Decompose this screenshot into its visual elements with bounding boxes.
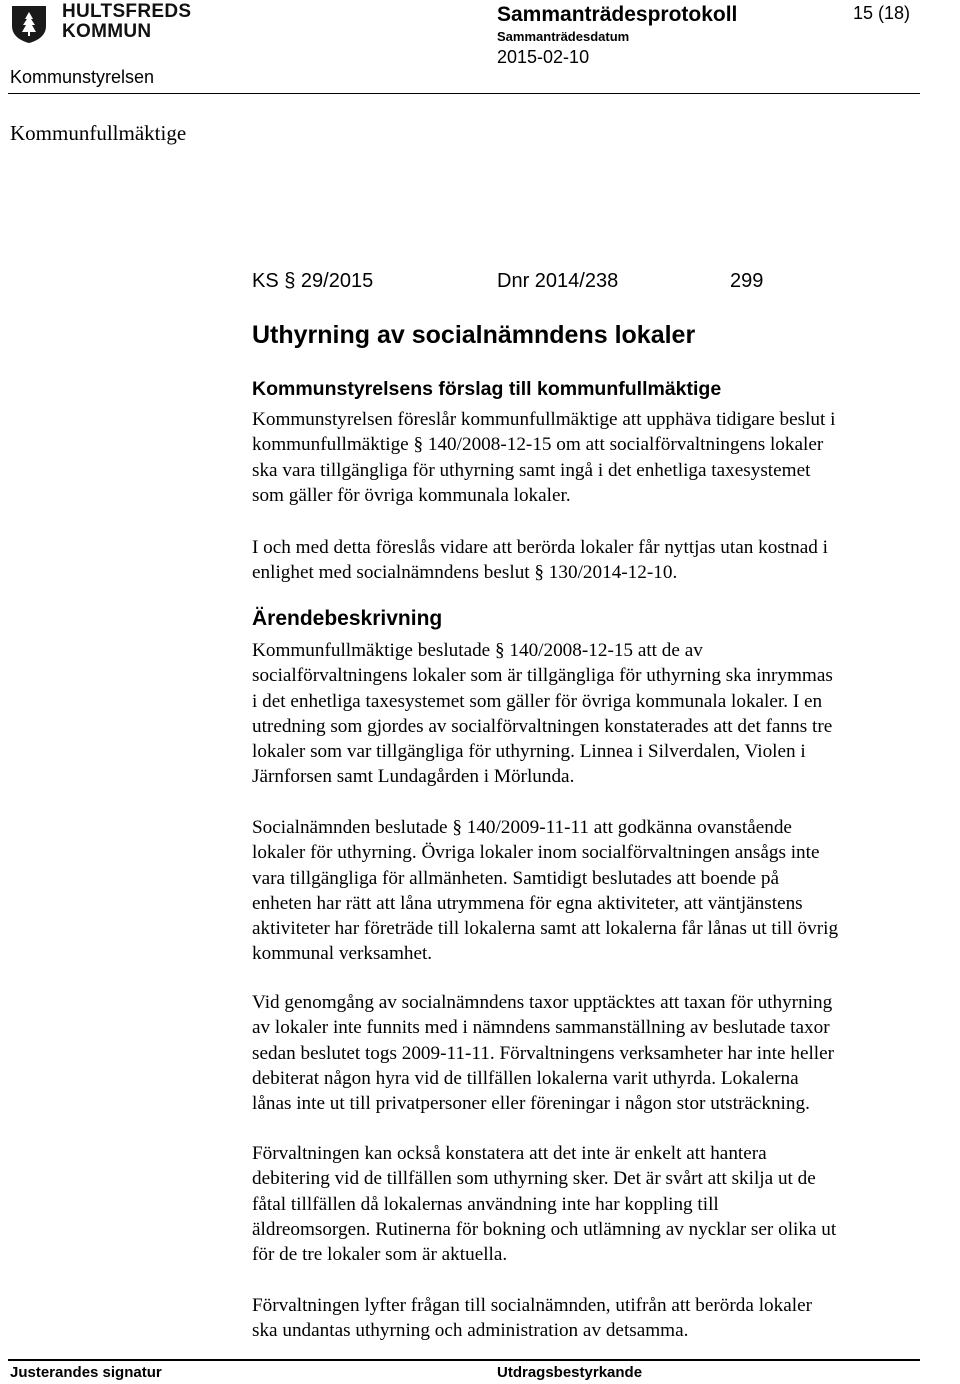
text-line: debiterat någon hyra vid de tillfällen lokalerna varit uthyrda. Lokalerna xyxy=(252,1067,799,1089)
text-line: utredning som gjordes av socialförvaltningen konstaterades att det fanns tre xyxy=(252,715,833,737)
organization: Kommunstyrelsen xyxy=(10,67,155,87)
case-paragraph: KS § 29/2015 xyxy=(252,270,374,292)
signature-label: Justerandes signatur xyxy=(10,1364,162,1381)
text-line: socialförvaltningens lokaler som är tillgängliga för uthyrning ska inrymmas xyxy=(252,665,833,687)
text-line: ska undantas uthyrning och administration av detsamma. xyxy=(252,1320,689,1342)
meeting-date: 2015-02-10 xyxy=(497,47,590,67)
municipality-logo xyxy=(10,1,192,44)
logo-text xyxy=(62,2,191,42)
footer-divider xyxy=(8,1359,920,1361)
text-line: debitering vid de tillfällen som uthyrning sker. Det är svårt att skilja ut de xyxy=(252,1168,816,1190)
page-number: 15 (18) xyxy=(853,3,911,23)
proposal-paragraph-2 xyxy=(252,535,932,586)
text-line: aktiviteter har företräde till lokalerna samt att lokalerna får lånas ut till övrig xyxy=(252,918,839,940)
text-line: fåtal tillfällen då lokalernas användning inte har koppling till xyxy=(252,1193,719,1215)
text-line: lånas inte ut till privatpersoner eller föreningar i någon stor utsträckning. xyxy=(252,1093,810,1115)
text-line: ska vara tillgängliga för uthyrning samt ingå i det enhetliga taxesystemet xyxy=(252,459,811,481)
text-line: lokaler för uthyrning. Övriga lokaler inom socialförvaltningen ansågs inte xyxy=(252,842,820,864)
text-line: som gäller för övriga kommunala lokaler. xyxy=(252,484,571,506)
text-line: Förvaltningen lyfter frågan till socialnämnden, utifrån att berörda lokaler xyxy=(252,1295,812,1316)
proposal-paragraph-1 xyxy=(252,407,932,508)
description-paragraph-4 xyxy=(252,1141,932,1267)
page-title: Uthyrning av socialnämndens lokaler xyxy=(252,321,696,349)
text-line: Socialnämnden beslutade § 140/2009-11-11 att godkänna ovanstående xyxy=(252,817,792,838)
description-paragraph-5 xyxy=(252,1293,932,1344)
certification-label: Utdragsbestyrkande xyxy=(497,1364,643,1381)
header-divider xyxy=(8,93,920,94)
text-line: kommunal verksamhet. xyxy=(252,943,433,965)
meeting-date-label: Sammanträdesdatum xyxy=(497,29,630,44)
document-type: Sammanträdesprotokoll xyxy=(497,3,738,26)
text-line: i det enhetliga taxesystemet som gäller för övriga kommunala lokaler. I en xyxy=(252,690,823,712)
coat-of-arms-icon xyxy=(10,4,48,44)
text-line: äldreomsorgen. Rutinerna för bokning och utlämning av nycklar ser olika ut xyxy=(252,1218,837,1240)
description-paragraph-3 xyxy=(252,990,932,1116)
description-paragraph-2 xyxy=(252,815,932,967)
text-line: Vid genomgång av socialnämndens taxor upptäcktes att taxan för uthyrning xyxy=(252,992,833,1013)
text-line: Förvaltningen kan också konstatera att det inte är enkelt att hantera xyxy=(252,1143,767,1164)
text-line: vara tillgängliga för allmänheten. Samtidigt beslutades att boende på xyxy=(252,867,779,889)
recipient: Kommunfullmäktige xyxy=(10,121,187,145)
text-line: enheten har rätt att låna utrymmena för egna aktiviteter, att väntjänstens xyxy=(252,892,803,914)
description-heading: Ärendebeskrivning xyxy=(252,607,443,630)
text-line: sedan beslutet togs 2009-11-11. Förvaltningens verksamheter har inte heller xyxy=(252,1042,835,1064)
description-paragraph-1 xyxy=(252,638,932,790)
logo-line-2: KOMMUN xyxy=(62,21,152,42)
text-line: Järnforsen samt Lundagården i Mörlunda. xyxy=(252,766,575,788)
text-line: av lokaler inte funnits med i nämndens sammanställning av beslutade taxor xyxy=(252,1017,830,1039)
logo-line-1: HULTSFREDS xyxy=(62,1,192,22)
case-number: 299 xyxy=(730,270,764,292)
text-line: I och med detta föreslås vidare att berörda lokaler får nyttjas utan kostnad i xyxy=(252,537,828,558)
text-line: Kommunstyrelsen föreslår kommunfullmäktige att upphäva tidigare beslut i xyxy=(252,409,836,430)
text-line: lokaler som var tillgängliga för uthyrning. Linnea i Silverdalen, Violen i xyxy=(252,741,806,763)
text-line: kommunfullmäktige § 140/2008-12-15 om att socialförvaltningens lokaler xyxy=(252,434,824,456)
text-line: för de tre lokaler som är aktuella. xyxy=(252,1244,508,1266)
case-dnr: Dnr 2014/238 xyxy=(497,270,619,292)
proposal-heading: Kommunstyrelsens förslag till kommunfullmäktige xyxy=(252,378,722,400)
text-line: Kommunfullmäktige beslutade § 140/2008-12-15 att de av xyxy=(252,640,703,661)
text-line: enlighet med socialnämndens beslut § 130/2014-12-10. xyxy=(252,562,678,584)
